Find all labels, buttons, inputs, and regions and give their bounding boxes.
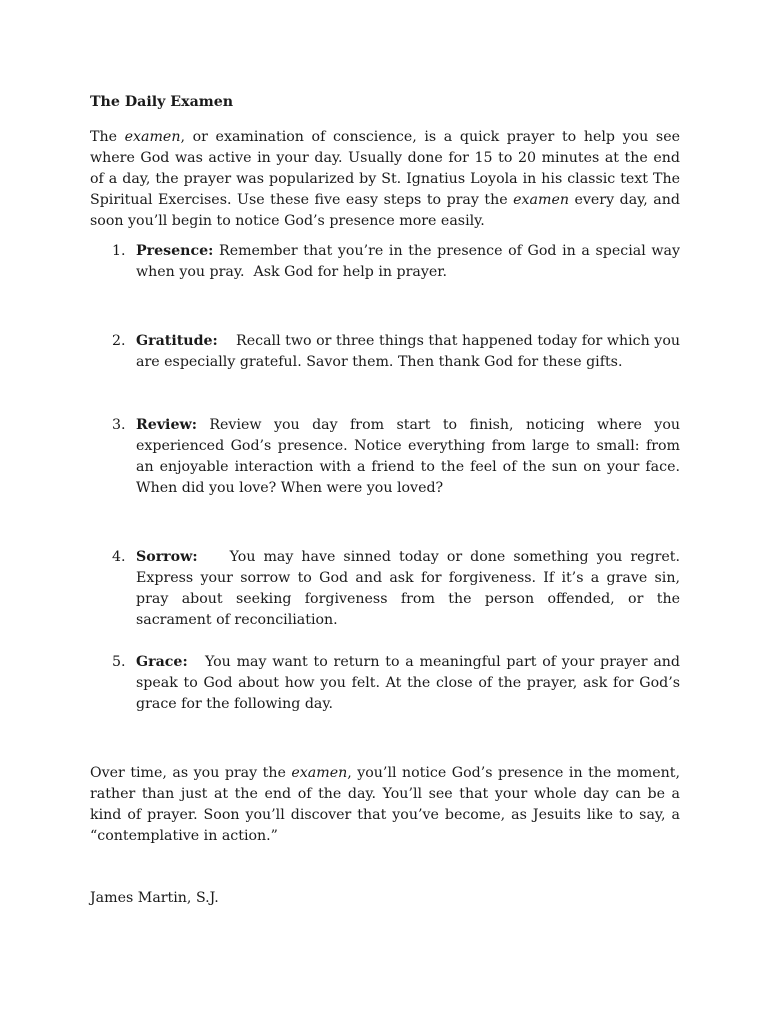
- step-heading: Gratitude:: [136, 333, 218, 349]
- step-item-review: [90, 415, 685, 499]
- step-item-gratitude: [90, 331, 685, 373]
- step-heading: Sorrow:: [136, 549, 198, 565]
- step-number: 1.: [112, 243, 126, 259]
- step-text: You may have sinned today or done something you regret. Express your sorrow to God and ask for forgiveness. If it’s a grave sin, pray about seeking forgiveness from the person offended, or the sacrament of reconciliation.: [136, 549, 685, 628]
- step-heading: Presence:: [136, 243, 214, 259]
- step-text: Recall two or three things that happened today for which you are especially grateful. Savor them. Then thank God for these gifts.: [136, 333, 685, 370]
- step-number: 3.: [112, 417, 126, 433]
- document-page: [90, 92, 685, 909]
- closing-paragraph: [90, 763, 680, 847]
- step-text: Review you day from start to finish, noticing where you experienced God’s presence. Notice everything from large to small: from an enjoyable interaction with a friend to the feel of the sun on your face. When did you love? When were you loved?: [136, 417, 685, 496]
- intro-emphasis-examen-1: examen: [124, 129, 181, 145]
- steps-list: [90, 241, 685, 715]
- step-heading: Grace:: [136, 654, 188, 670]
- document-title: The Daily Examen: [90, 94, 234, 110]
- step-item-presence: [90, 241, 685, 283]
- closing-text-2: , you’ll notice God’s presence in the moment, rather than just at the end of the day. You’ll see that your whole day can be a kind of prayer. Soon you’ll discover that you’ve become, as Jesuits like to say, a “contemplative in action.”: [90, 765, 680, 844]
- intro-paragraph: [90, 127, 680, 232]
- closing-emphasis-examen: examen: [291, 765, 348, 781]
- step-number: 5.: [112, 654, 126, 670]
- intro-text-1: The: [90, 129, 125, 145]
- step-number: 4.: [112, 549, 126, 565]
- step-item-sorrow: [90, 547, 685, 631]
- step-text: Remember that you’re in the presence of God in a special way when you pray. Ask God for help in prayer.: [136, 243, 685, 280]
- intro-text-2: , or examination of conscience, is a quick prayer to help you see where God was active in your day. Usually done for 15 to 20 minutes at the end of a day, the prayer was popularized by St. Ignatius Loyola in his classic text The Spiritual Exercises. Use these five easy steps to pray the: [90, 129, 680, 208]
- intro-text-3: every day, and soon you’ll begin to notice God’s presence more easily.: [90, 192, 680, 229]
- closing-text-1: Over time, as you pray the: [90, 765, 292, 781]
- step-item-grace: [90, 652, 685, 715]
- intro-emphasis-examen-2: examen: [513, 192, 569, 208]
- author-signature: James Martin, S.J.: [90, 890, 219, 906]
- step-text: You may want to return to a meaningful part of your prayer and speak to God about how you felt. At the close of the prayer, ask for God’s grace for the following day.: [136, 654, 685, 712]
- step-heading: Review:: [136, 417, 197, 433]
- step-number: 2.: [112, 333, 126, 349]
